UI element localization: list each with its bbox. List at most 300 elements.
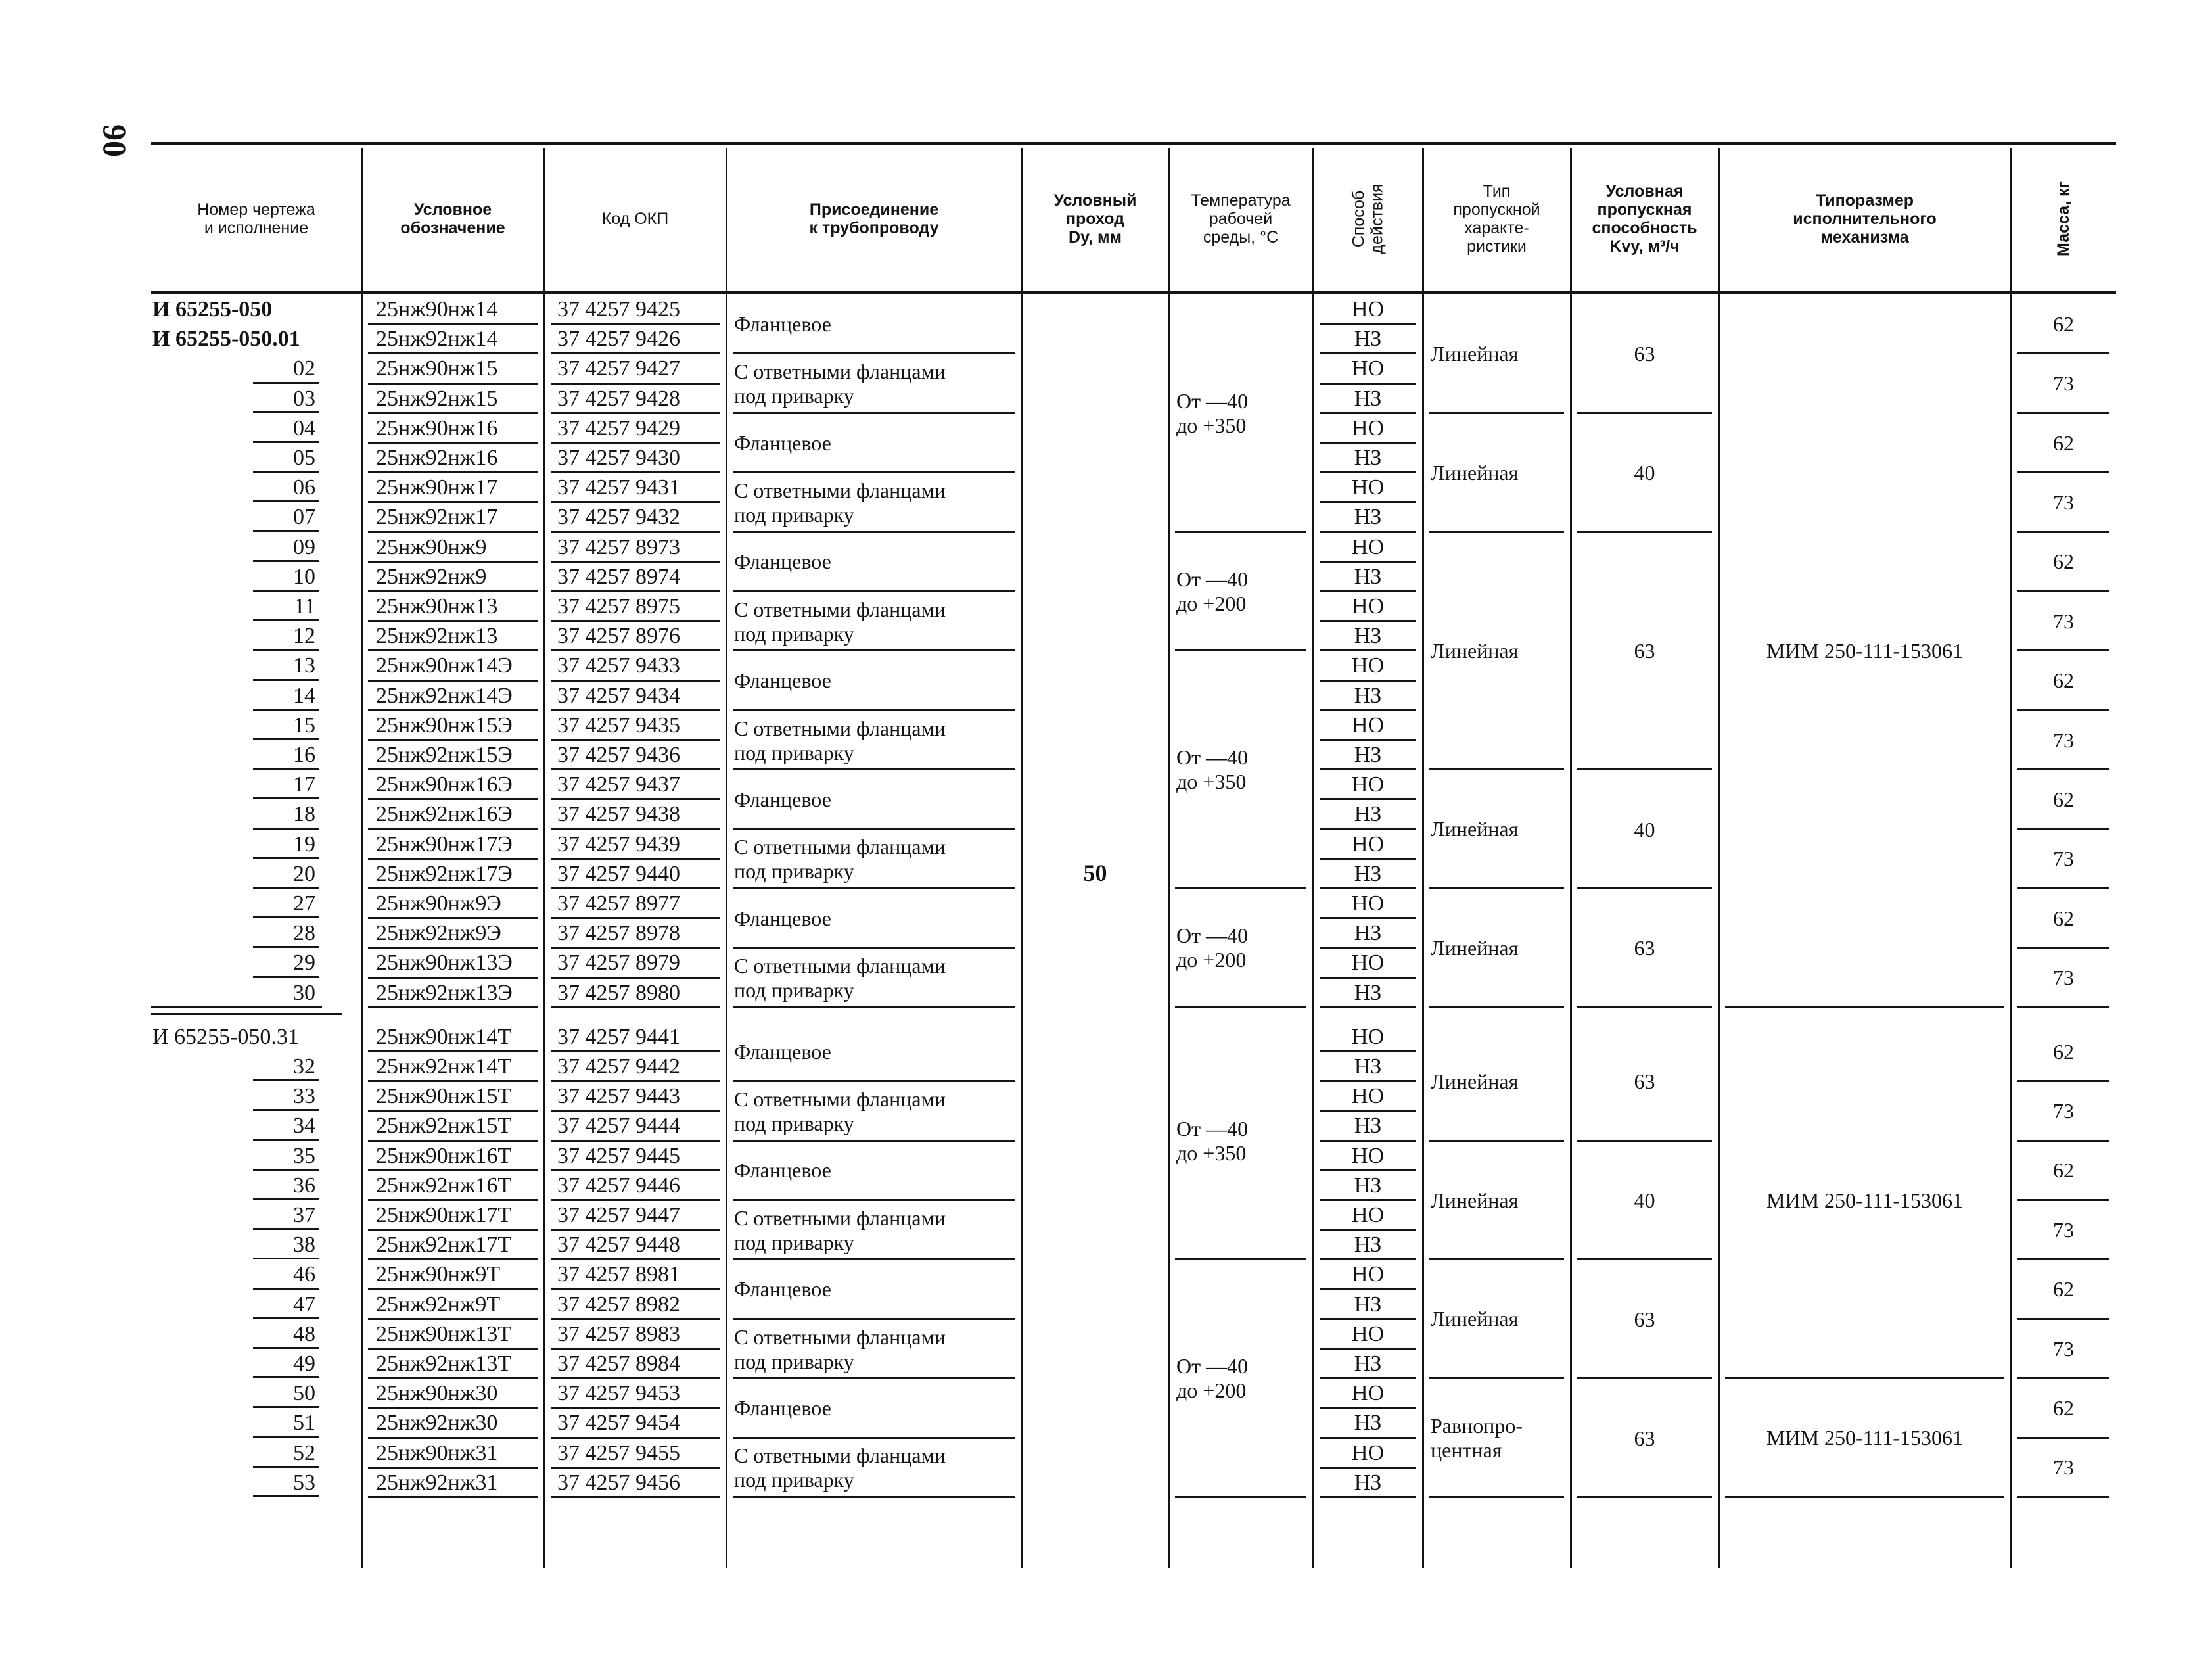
group-rule bbox=[1577, 1006, 1712, 1008]
group-rule bbox=[2017, 531, 2109, 533]
header-label: Код ОКП bbox=[601, 209, 669, 228]
row-rule bbox=[1320, 887, 1416, 889]
header-label: Условная пропускная способность Kvy, м³/ч bbox=[1592, 181, 1697, 256]
group-rule bbox=[733, 471, 1015, 473]
action-mode: НО bbox=[1351, 951, 1385, 976]
okp-code: 37 4257 9428 bbox=[557, 386, 680, 411]
drawing-number: 05 bbox=[293, 446, 315, 470]
row-rule bbox=[1320, 383, 1416, 385]
drawing-number: 27 bbox=[293, 891, 315, 916]
drawing-number: 03 bbox=[293, 386, 315, 411]
row-rule bbox=[368, 1377, 538, 1379]
action-mode: НЗ bbox=[1354, 505, 1382, 530]
designation: 25нж92нж16Э bbox=[376, 802, 513, 827]
row-rule bbox=[551, 1407, 720, 1409]
row-rule bbox=[551, 887, 720, 889]
designation: 25нж90нж17 bbox=[376, 475, 498, 500]
designation: 25нж92нж14Э bbox=[376, 683, 513, 708]
row-rule bbox=[1320, 739, 1416, 741]
group-rule bbox=[2017, 768, 2109, 770]
designation: 25нж90нж15Э bbox=[376, 713, 513, 738]
row-rule bbox=[368, 680, 538, 682]
action-mode: НЗ bbox=[1354, 1054, 1382, 1079]
group-rule bbox=[2017, 412, 2109, 414]
action-mode: НЗ bbox=[1354, 1352, 1382, 1376]
row-rule bbox=[1320, 561, 1416, 563]
row-rule bbox=[1320, 798, 1416, 800]
connection-type: С ответными фланцами под приварку bbox=[734, 835, 946, 883]
row-rule bbox=[551, 352, 720, 354]
drawing-number: 38 bbox=[293, 1233, 315, 1258]
row-rule bbox=[368, 1496, 538, 1498]
row-rule bbox=[368, 352, 538, 354]
designation: 25нж90нж13Э bbox=[376, 951, 513, 976]
designation: 25нж92нж13Т bbox=[376, 1352, 512, 1376]
designation: 25нж92нж13 bbox=[376, 624, 498, 649]
row-rule bbox=[368, 590, 538, 592]
row-rule bbox=[551, 1288, 720, 1290]
mass-value: 73 bbox=[2053, 1455, 2074, 1480]
okp-code: 37 4257 8982 bbox=[557, 1292, 680, 1317]
row-rule bbox=[551, 1050, 720, 1052]
row-rule bbox=[368, 1199, 538, 1201]
drawing-number: 51 bbox=[293, 1411, 315, 1436]
action-mode: НО bbox=[1351, 713, 1385, 738]
row-rule bbox=[253, 1288, 319, 1290]
action-mode: НО bbox=[1351, 1084, 1385, 1109]
okp-code: 37 4257 9445 bbox=[557, 1143, 680, 1168]
temperature-range: От —40 до +200 bbox=[1176, 1354, 1249, 1403]
connection-type: С ответными фланцами под приварку bbox=[734, 1087, 946, 1135]
action-mode: НЗ bbox=[1354, 386, 1382, 411]
header-cell bbox=[361, 148, 544, 289]
row-rule bbox=[1320, 1258, 1416, 1260]
header-cell bbox=[1168, 148, 1313, 289]
designation: 25нж92нж13Э bbox=[376, 980, 513, 1005]
characteristic-type: Линейная bbox=[1431, 1188, 1519, 1212]
connection-type: Фланцевое bbox=[734, 787, 831, 811]
row-rule bbox=[253, 1139, 319, 1141]
okp-code: 37 4257 9431 bbox=[557, 475, 680, 500]
group-rule bbox=[1725, 1377, 2004, 1379]
header-label: Способ действия bbox=[1349, 183, 1387, 254]
group-rule bbox=[733, 1437, 1015, 1439]
kv-value: 63 bbox=[1634, 1070, 1655, 1094]
row-rule bbox=[551, 649, 720, 651]
okp-code: 37 4257 8980 bbox=[557, 980, 680, 1005]
row-rule bbox=[253, 619, 319, 621]
group-rule bbox=[733, 1318, 1015, 1320]
row-rule bbox=[551, 1318, 720, 1320]
okp-code: 37 4257 8977 bbox=[557, 891, 680, 916]
mass-value: 62 bbox=[2053, 312, 2074, 336]
row-rule bbox=[551, 1258, 720, 1260]
drawing-number: 12 bbox=[293, 624, 315, 649]
row-rule bbox=[551, 768, 720, 770]
drawing-number: 09 bbox=[293, 534, 315, 559]
row-rule bbox=[1320, 1496, 1416, 1498]
row-rule bbox=[551, 412, 720, 414]
row-rule bbox=[253, 1347, 319, 1349]
drawing-number: 19 bbox=[293, 832, 315, 857]
connection-type: Фланцевое bbox=[734, 1039, 831, 1064]
group-rule bbox=[1725, 1006, 2004, 1008]
action-mode: НЗ bbox=[1354, 921, 1382, 946]
row-rule bbox=[368, 501, 538, 503]
row-rule bbox=[368, 323, 538, 325]
okp-code: 37 4257 9447 bbox=[557, 1203, 680, 1227]
row-rule bbox=[1320, 531, 1416, 533]
okp-code: 37 4257 9438 bbox=[557, 802, 680, 827]
drawing-number: 13 bbox=[293, 653, 315, 678]
drawing-number: И 65255-050 bbox=[152, 297, 273, 321]
action-mode: НО bbox=[1351, 1262, 1385, 1287]
group-rule bbox=[1175, 887, 1306, 889]
row-rule bbox=[368, 620, 538, 622]
group-rule bbox=[1429, 531, 1564, 533]
okp-code: 37 4257 9440 bbox=[557, 861, 680, 886]
drawing-number: И 65255-050.01 bbox=[152, 327, 300, 352]
row-rule bbox=[1320, 917, 1416, 919]
designation: 25нж90нж14 bbox=[376, 297, 498, 321]
connection-type: Фланцевое bbox=[734, 669, 831, 693]
designation: 25нж92нж17 bbox=[376, 505, 498, 530]
row-rule bbox=[368, 977, 538, 979]
okp-code: 37 4257 8979 bbox=[557, 951, 680, 976]
header-cell bbox=[544, 148, 726, 289]
temperature-range: От —40 до +200 bbox=[1176, 567, 1249, 615]
row-rule bbox=[368, 1318, 538, 1320]
row-rule bbox=[368, 739, 538, 741]
mass-value: 62 bbox=[2053, 431, 2074, 455]
kv-value: 40 bbox=[1634, 1188, 1655, 1212]
row-rule bbox=[368, 649, 538, 651]
header-cell bbox=[1423, 148, 1571, 289]
okp-code: 37 4257 9426 bbox=[557, 327, 680, 352]
action-mode: НО bbox=[1351, 297, 1385, 321]
characteristic-type: Линейная bbox=[1431, 460, 1519, 484]
action-mode: НЗ bbox=[1354, 1233, 1382, 1258]
okp-code: 37 4257 9432 bbox=[557, 505, 680, 530]
drawing-number: 04 bbox=[293, 415, 315, 440]
row-rule bbox=[253, 441, 319, 443]
action-mode: НО bbox=[1351, 891, 1385, 916]
row-rule bbox=[551, 828, 720, 830]
kv-value: 40 bbox=[1634, 817, 1655, 841]
okp-code: 37 4257 9454 bbox=[557, 1411, 680, 1436]
section-rule bbox=[151, 1013, 342, 1015]
row-rule bbox=[253, 738, 319, 740]
drawing-number: 28 bbox=[293, 921, 315, 946]
okp-code: 37 4257 9446 bbox=[557, 1173, 680, 1198]
row-rule bbox=[368, 1407, 538, 1409]
row-rule bbox=[1320, 1407, 1416, 1409]
designation: 25нж92нж9Э bbox=[376, 921, 501, 946]
group-rule bbox=[2017, 1006, 2109, 1008]
row-rule bbox=[368, 1050, 538, 1052]
row-rule bbox=[551, 383, 720, 385]
characteristic-type: Линейная bbox=[1431, 341, 1519, 365]
column-divider bbox=[2010, 148, 2012, 1568]
designation: 25нж90нж17Т bbox=[376, 1203, 512, 1227]
group-rule bbox=[1175, 649, 1306, 651]
okp-code: 37 4257 9427 bbox=[557, 356, 680, 381]
action-mode: НЗ bbox=[1354, 743, 1382, 767]
row-rule bbox=[253, 709, 319, 711]
row-rule bbox=[368, 917, 538, 919]
row-rule bbox=[253, 411, 319, 413]
row-rule bbox=[551, 858, 720, 860]
group-rule bbox=[733, 1006, 1015, 1008]
okp-code: 37 4257 8984 bbox=[557, 1352, 680, 1376]
designation: 25нж92нж15 bbox=[376, 386, 498, 411]
drawing-number: 53 bbox=[293, 1470, 315, 1495]
designation: 25нж90нж17Э bbox=[376, 832, 513, 857]
designation: 25нж92нж30 bbox=[376, 1411, 498, 1436]
okp-code: 37 4257 9455 bbox=[557, 1440, 680, 1465]
row-rule bbox=[1320, 1169, 1416, 1171]
header-label: Температура рабочей среды, °С bbox=[1191, 191, 1291, 247]
okp-code: 37 4257 8976 bbox=[557, 624, 680, 649]
row-rule bbox=[551, 917, 720, 919]
group-rule bbox=[733, 887, 1015, 889]
okp-code: 37 4257 8975 bbox=[557, 594, 680, 619]
okp-code: 37 4257 8981 bbox=[557, 1262, 680, 1287]
group-rule bbox=[2017, 471, 2109, 473]
row-rule bbox=[253, 1228, 319, 1230]
action-mode: НО bbox=[1351, 1381, 1385, 1406]
group-rule bbox=[1577, 1377, 1712, 1379]
characteristic-type: Линейная bbox=[1431, 1307, 1519, 1331]
okp-code: 37 4257 9435 bbox=[557, 713, 680, 738]
header-label: Условный проход Dу, мм bbox=[1053, 191, 1137, 247]
page-number: 90 bbox=[97, 124, 133, 157]
mass-value: 73 bbox=[2053, 728, 2074, 752]
row-rule bbox=[551, 620, 720, 622]
mass-value: 73 bbox=[2053, 609, 2074, 633]
group-rule bbox=[1725, 1496, 2004, 1498]
drawing-number: 07 bbox=[293, 505, 315, 530]
group-rule bbox=[733, 1199, 1015, 1201]
okp-code: 37 4257 8973 bbox=[557, 534, 680, 559]
row-rule bbox=[253, 1198, 319, 1200]
drawing-number: 18 bbox=[293, 802, 315, 827]
mass-value: 62 bbox=[2053, 1277, 2074, 1302]
group-rule bbox=[733, 828, 1015, 830]
action-mode: НО bbox=[1351, 594, 1385, 619]
row-rule bbox=[253, 679, 319, 681]
row-rule bbox=[1320, 1467, 1416, 1469]
actuator-type: МИМ 250-111-153061 bbox=[1766, 1188, 1963, 1212]
row-rule bbox=[1320, 947, 1416, 949]
row-rule bbox=[551, 1006, 720, 1008]
action-mode: НЗ bbox=[1354, 1470, 1382, 1495]
group-rule bbox=[1429, 768, 1564, 770]
group-rule bbox=[2017, 1140, 2109, 1142]
designation: 25нж90нж15Т bbox=[376, 1084, 512, 1109]
row-rule bbox=[368, 1169, 538, 1171]
drawing-number: 34 bbox=[293, 1114, 315, 1139]
group-rule bbox=[1577, 412, 1712, 414]
row-rule bbox=[368, 768, 538, 770]
characteristic-type: Линейная bbox=[1431, 935, 1519, 960]
row-rule bbox=[253, 530, 319, 532]
mass-value: 62 bbox=[2053, 669, 2074, 693]
row-rule bbox=[253, 1317, 319, 1319]
designation: 25нж90нж14Э bbox=[376, 653, 513, 678]
row-rule bbox=[368, 1229, 538, 1231]
row-rule bbox=[253, 1109, 319, 1111]
top-rule bbox=[151, 142, 2116, 145]
row-rule bbox=[551, 1140, 720, 1142]
okp-code: 37 4257 9443 bbox=[557, 1084, 680, 1109]
group-rule bbox=[1577, 1258, 1712, 1260]
mass-value: 73 bbox=[2053, 1217, 2074, 1242]
connection-type: Фланцевое bbox=[734, 312, 831, 336]
group-rule bbox=[1577, 1140, 1712, 1142]
group-rule bbox=[1429, 1377, 1564, 1379]
group-rule bbox=[733, 590, 1015, 592]
row-rule bbox=[1320, 590, 1416, 592]
row-rule bbox=[1320, 1110, 1416, 1112]
drawing-number: 10 bbox=[293, 564, 315, 589]
characteristic-type: Равнопро- центная bbox=[1431, 1414, 1523, 1463]
row-rule bbox=[368, 828, 538, 830]
row-rule bbox=[253, 976, 319, 978]
okp-code: 37 4257 9439 bbox=[557, 832, 680, 857]
drawing-number: 14 bbox=[293, 683, 315, 708]
connection-type: Фланцевое bbox=[734, 431, 831, 455]
group-rule bbox=[1175, 1258, 1306, 1260]
row-rule bbox=[253, 797, 319, 799]
row-rule bbox=[253, 649, 319, 651]
group-rule bbox=[1429, 1496, 1564, 1498]
okp-code: 37 4257 9429 bbox=[557, 415, 680, 440]
kv-value: 63 bbox=[1634, 639, 1655, 663]
designation: 25нж92нж14Т bbox=[376, 1054, 512, 1079]
action-mode: НО bbox=[1351, 772, 1385, 797]
designation: 25нж90нж9Э bbox=[376, 891, 501, 916]
designation: 25нж90нж16Э bbox=[376, 772, 513, 797]
column-divider bbox=[1021, 148, 1023, 1568]
action-mode: НО bbox=[1351, 1203, 1385, 1227]
actuator-type: МИМ 250-111-153061 bbox=[1766, 1426, 1963, 1450]
row-rule bbox=[551, 1229, 720, 1231]
row-rule bbox=[253, 1169, 319, 1171]
drawing-number: 48 bbox=[293, 1321, 315, 1346]
connection-type: С ответными фланцами под приварку bbox=[734, 360, 946, 408]
group-rule bbox=[1429, 1258, 1564, 1260]
drawing-number: 30 bbox=[293, 980, 315, 1005]
row-rule bbox=[368, 471, 538, 473]
row-rule bbox=[1320, 1377, 1416, 1379]
okp-code: 37 4257 9436 bbox=[557, 743, 680, 767]
actuator-type: МИМ 250-111-153061 bbox=[1766, 638, 1963, 663]
group-rule bbox=[733, 1377, 1015, 1379]
group-rule bbox=[1175, 1006, 1306, 1008]
designation: 25нж90нж14Т bbox=[376, 1024, 512, 1049]
row-rule bbox=[368, 531, 538, 533]
row-rule bbox=[253, 1376, 319, 1378]
drawing-number: 06 bbox=[293, 475, 315, 500]
group-rule bbox=[1429, 887, 1564, 889]
row-rule bbox=[1320, 1006, 1416, 1008]
row-rule bbox=[368, 1080, 538, 1082]
okp-code: 37 4257 9456 bbox=[557, 1470, 680, 1495]
okp-code: 37 4257 9442 bbox=[557, 1054, 680, 1079]
action-mode: НО bbox=[1351, 1440, 1385, 1465]
row-rule bbox=[551, 442, 720, 444]
group-rule bbox=[1577, 531, 1712, 533]
row-rule bbox=[551, 1348, 720, 1350]
mass-value: 62 bbox=[2053, 906, 2074, 930]
group-rule bbox=[733, 1258, 1015, 1260]
row-rule bbox=[1320, 828, 1416, 830]
mass-value: 73 bbox=[2053, 490, 2074, 514]
group-rule bbox=[733, 412, 1015, 414]
row-rule bbox=[1320, 680, 1416, 682]
row-rule bbox=[151, 1006, 322, 1008]
action-mode: НЗ bbox=[1354, 1173, 1382, 1198]
nominal-bore: 50 bbox=[1083, 860, 1107, 886]
group-rule bbox=[733, 649, 1015, 651]
header-label: Условное обозначение bbox=[400, 200, 505, 237]
okp-code: 37 4257 9434 bbox=[557, 683, 680, 708]
header-cell bbox=[151, 148, 361, 289]
drawing-number: 11 bbox=[294, 594, 315, 619]
header-label: Номер чертежа и исполнение bbox=[197, 200, 315, 237]
row-rule bbox=[253, 1406, 319, 1408]
row-rule bbox=[1320, 768, 1416, 770]
group-rule bbox=[1175, 531, 1306, 533]
row-rule bbox=[253, 500, 319, 502]
row-rule bbox=[551, 709, 720, 711]
designation: 25нж92нж17Т bbox=[376, 1233, 512, 1258]
characteristic-type: Линейная bbox=[1431, 1069, 1519, 1093]
group-rule bbox=[733, 1080, 1015, 1082]
group-rule bbox=[733, 531, 1015, 533]
designation: 25нж92нж15Э bbox=[376, 743, 513, 767]
okp-code: 37 4257 9453 bbox=[557, 1381, 680, 1406]
drawing-number: 36 bbox=[293, 1173, 315, 1198]
row-rule bbox=[368, 858, 538, 860]
mass-value: 73 bbox=[2053, 1336, 2074, 1361]
header-rule bbox=[151, 291, 2116, 294]
group-rule bbox=[733, 352, 1015, 354]
row-rule bbox=[368, 1437, 538, 1439]
temperature-range: От —40 до +200 bbox=[1176, 924, 1249, 972]
action-mode: НО bbox=[1351, 356, 1385, 381]
group-rule bbox=[2017, 1199, 2109, 1201]
drawing-number: 20 bbox=[293, 861, 315, 886]
action-mode: НО bbox=[1351, 1024, 1385, 1049]
okp-code: 37 4257 9441 bbox=[557, 1024, 680, 1049]
row-rule bbox=[551, 680, 720, 682]
row-rule bbox=[253, 471, 319, 473]
row-rule bbox=[551, 501, 720, 503]
action-mode: НЗ bbox=[1354, 683, 1382, 708]
connection-type: С ответными фланцами под приварку bbox=[734, 716, 946, 764]
row-rule bbox=[551, 1080, 720, 1082]
mass-value: 73 bbox=[2053, 1098, 2074, 1123]
connection-type: Фланцевое bbox=[734, 906, 831, 930]
row-rule bbox=[253, 916, 319, 918]
row-rule bbox=[253, 857, 319, 859]
mass-value: 73 bbox=[2053, 847, 2074, 871]
connection-type: Фланцевое bbox=[734, 1158, 831, 1183]
group-rule bbox=[2017, 1258, 2109, 1260]
okp-code: 37 4257 9425 bbox=[557, 297, 680, 321]
